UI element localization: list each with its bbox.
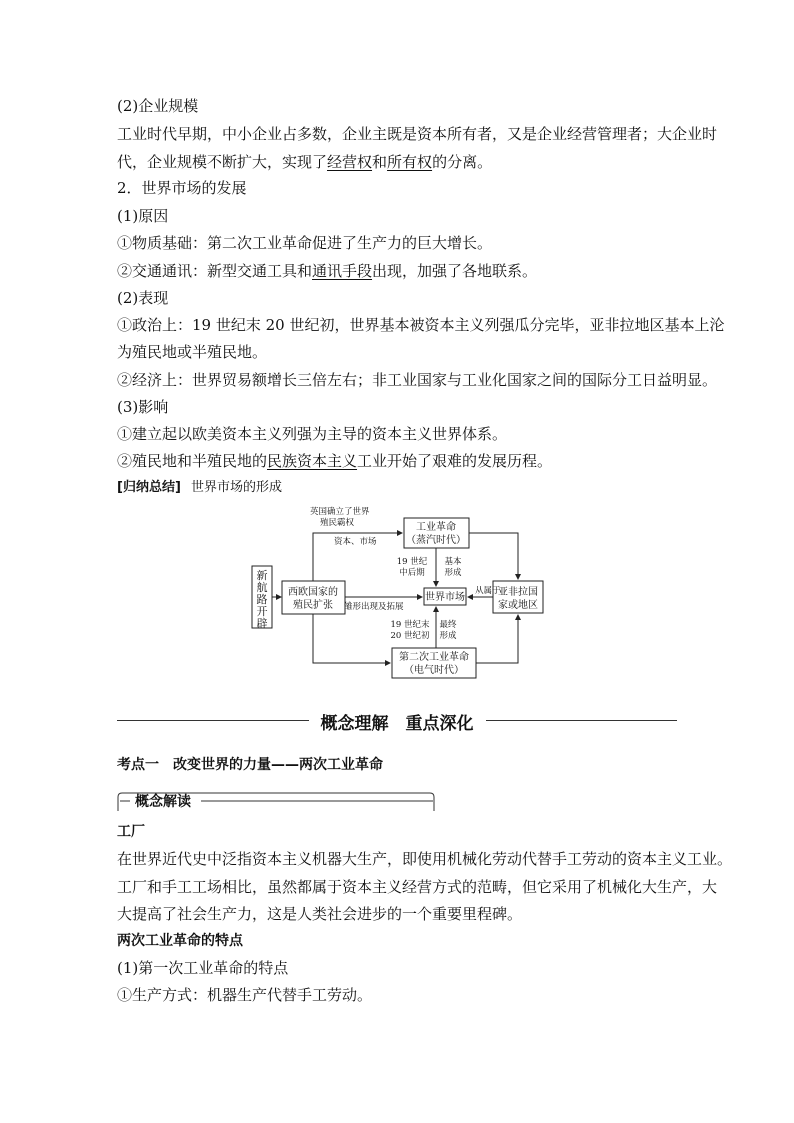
arrow-ir1-to-afla [469, 533, 518, 579]
exam-point-title: 考点一 改变世界的力量——两次工业革命 [117, 757, 383, 773]
para-enterprise-line2 [117, 152, 492, 172]
keyword-national-capitalism: 民族资本主义 [267, 452, 358, 470]
label-west-1: 西欧国家的 [288, 587, 338, 598]
arrow-ir2-to-afla [476, 615, 518, 663]
concept-tab-label: 概念解读 [135, 794, 191, 810]
features-first-heading: (1)第一次工业革命的特点 [117, 959, 289, 977]
label-britain-2: 殖民霸权 [320, 518, 355, 528]
label-new-routes-char: 路 [256, 593, 268, 606]
text-segment: 工业开始了艰难的发展历程。 [357, 452, 553, 470]
label-basic-2: 形成 [444, 568, 462, 578]
summary-title: 世界市场的形成 [191, 480, 283, 495]
heading-world-market: 2．世界市场的发展 [117, 179, 247, 197]
text-segment: 代，企业规模不断扩大，实现了 [117, 153, 328, 171]
text-segment: ②交通通讯：新型交通工具和 [117, 262, 313, 280]
label-new-routes-char: 航 [256, 581, 268, 594]
label-britain-1: 英国确立了世界 [310, 507, 370, 517]
section-banner [117, 707, 677, 733]
impact-colonies [117, 451, 552, 471]
banner-title-text: 概念理解 重点深化 [309, 714, 486, 734]
label-world-market: 世界市场 [425, 592, 465, 603]
label-19-mid-2: 中后期 [399, 568, 425, 578]
cause-material: ①物质基础：第二次工业革命促进了生产力的巨大增长。 [117, 234, 493, 252]
label-19-end-1: 19 世纪末 [390, 620, 430, 630]
label-afla-2: 家或地区 [498, 600, 538, 611]
factory-heading: 工厂 [117, 824, 145, 840]
factory-line3: 大提高了社会生产力，这是人类社会进步的一个重要里程碑。 [117, 905, 523, 923]
text-segment: 的分离。 [432, 153, 493, 171]
heading-impact: (3)影响 [117, 398, 169, 416]
label-ir2-1: 第二次工业革命 [399, 652, 469, 663]
text-segment: 出现，加强了各地联系。 [372, 262, 538, 280]
label-ir1-1: 工业革命 [416, 522, 456, 533]
para-enterprise-line1: 工业时代早期，中小企业占多数，企业主既是资本所有者，又是企业经营管理者；大企业时 [117, 125, 718, 143]
cause-transport [117, 261, 537, 281]
manifest-political-line1: ①政治上：19 世纪末 20 世纪初，世界基本被资本主义列强瓜分完毕，亚非拉地区基本上沦 [117, 316, 725, 334]
summary-tag: [归纳总结] [117, 480, 181, 495]
banner-title [117, 709, 677, 734]
world-market-flow-diagram [240, 500, 560, 685]
label-embryo: 雏形出现及拓展 [344, 602, 404, 612]
label-new-routes-char: 辟 [256, 617, 268, 630]
label-ir1-2: （蒸汽时代） [406, 535, 466, 546]
manifest-political-line2: 为殖民地或半殖民地。 [117, 343, 268, 361]
summary-heading [117, 478, 282, 498]
heading-causes: (1)原因 [117, 207, 169, 225]
heading-manifest: (2)表现 [117, 289, 169, 307]
features-heading: 两次工业革命的特点 [117, 933, 243, 949]
label-west-2: 殖民扩张 [293, 600, 333, 611]
manifest-economic: ②经济上：世界贸易额增长三倍左右；非工业国家与工业化国家之间的国际分工日益明显。 [117, 371, 718, 389]
heading-enterprise-scale: (2)企业规模 [117, 97, 199, 115]
label-19-mid-1: 19 世纪 [396, 557, 428, 567]
label-final-1: 最终 [439, 620, 457, 630]
label-afla-1: 亚非拉国 [498, 587, 538, 598]
label-19-end-2: 20 世纪初 [390, 631, 430, 641]
label-capital-market: 资本、市场 [334, 537, 377, 547]
keyword-ownership: 所有权 [387, 153, 433, 171]
factory-line2: 工厂和手工工场相比，虽然都属于资本主义经营方式的范畴，但它采用了机械化大生产，大 [117, 878, 718, 896]
features-first-item1: ①生产方式：机器生产代替手工劳动。 [117, 986, 373, 1004]
label-new-routes [257, 569, 268, 630]
label-new-routes-char: 新 [256, 569, 268, 582]
label-new-routes-char: 开 [256, 605, 268, 618]
label-subordinate: 从属于 [475, 586, 501, 596]
label-final-2: 形成 [439, 631, 457, 641]
factory-line1: 在世界近代史中泛指资本主义机器大生产，即使用机械化劳动代替手工劳动的资本主义工业。 [117, 850, 733, 868]
text-segment: ②殖民地和半殖民地的 [117, 452, 268, 470]
label-ir2-2: （电气时代） [404, 665, 464, 676]
keyword-communication: 通讯手段 [312, 262, 373, 280]
impact-system: ①建立起以欧美资本主义列强为主导的资本主义世界体系。 [117, 425, 508, 443]
text-segment: 和 [372, 153, 388, 171]
label-basic-1: 基本 [444, 557, 462, 567]
keyword-management-right: 经营权 [327, 153, 373, 171]
arrow-west-to-ir2 [313, 614, 390, 663]
concept-tab [117, 790, 435, 812]
